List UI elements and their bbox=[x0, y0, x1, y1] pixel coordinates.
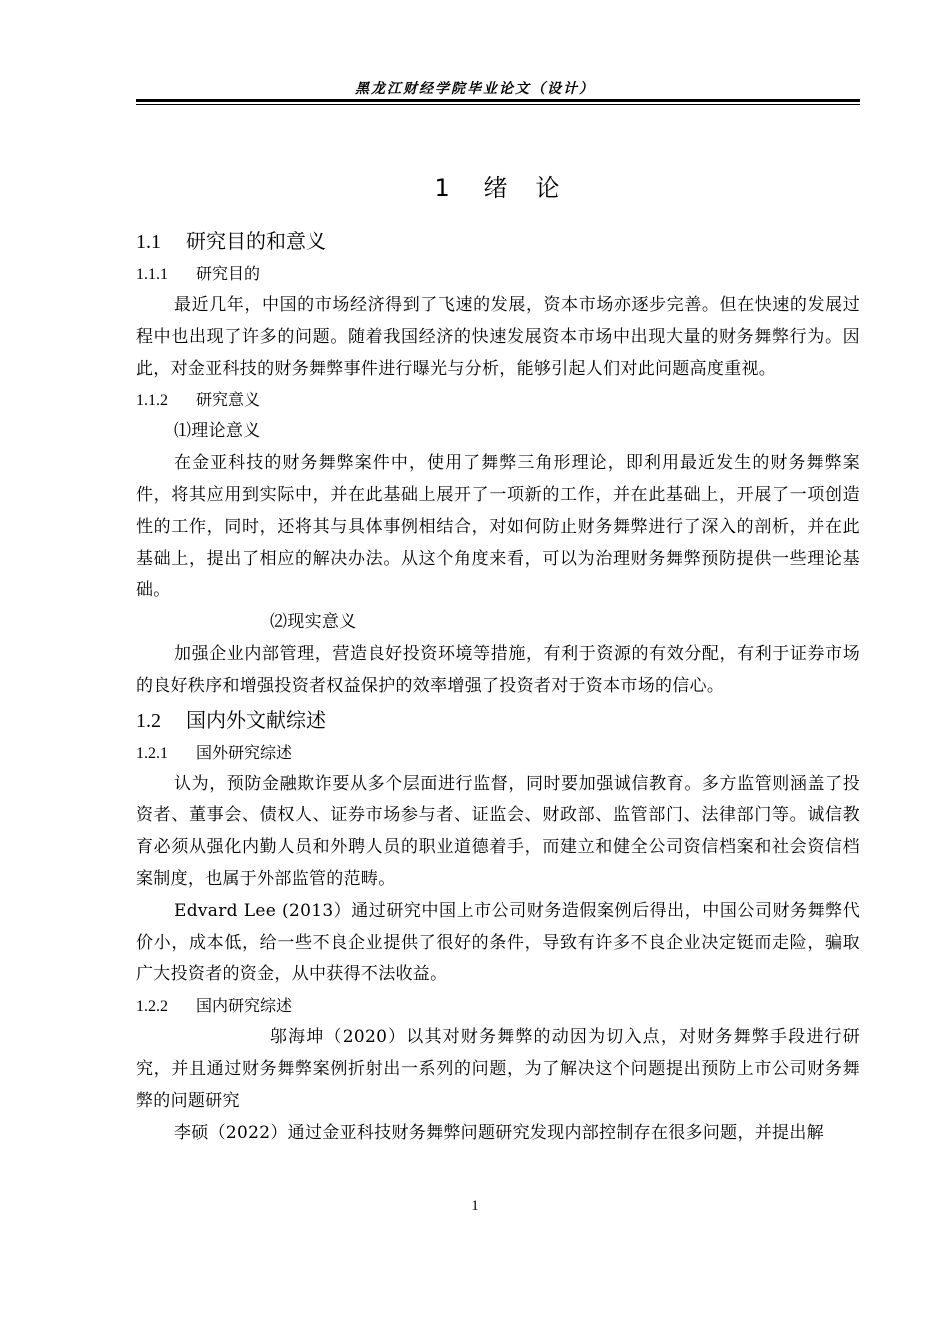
section-heading-1-2-2 bbox=[136, 991, 860, 1022]
page-number: 1 bbox=[471, 1198, 479, 1214]
section-number: 1.2.1 bbox=[136, 744, 168, 762]
running-header: 黑龙江财经学院毕业论文（设计） bbox=[355, 81, 595, 97]
section-heading-1-1-2 bbox=[136, 385, 860, 416]
section-title: 国外研究综述 bbox=[196, 742, 293, 762]
paragraph: 邬海坤（2020）以其对财务舞弊的动因为切入点，对财务舞弊手段进行研究，并且通过财务舞弊案例折射出一系列的问题，为了解决这个问题提出预防上市公司财务舞弊的问题研究 bbox=[136, 1027, 860, 1111]
paragraph: 加强企业内部管理，营造良好投资环境等措施，有利于资源的有效分配，有利于证券市场的良好秩序和增强投资者权益保护的效率增强了投资者对于资本市场的信心。 bbox=[136, 643, 860, 696]
paragraph: Edvard Lee (2013）通过研究中国上市公司财务造假案例后得出，中国公司财务舞弊代价小，成本低，给一些不良企业提供了很好的条件，导致有许多不良企业决定铤而走险，骗取广大投资者的资金，从中获得不法收益。 bbox=[136, 900, 860, 985]
section-title: 研究意义 bbox=[196, 390, 261, 410]
section-number: 1.1.1 bbox=[136, 266, 168, 283]
section-title: 国内外文献综述 bbox=[186, 707, 326, 732]
paragraph: 认为，预防金融欺诈要从多个层面进行监督，同时要加强诚信教育。多方监管则涵盖了投资者、董事会、债权人、证券市场参与者、证监会、财政部、监管部门、法律部门等。诚信教育必须从强化内勤人员和外聘人员的职业道德着手，而建立和健全公司资信档案和社会资信档案制度，也属于外部监管的范畴。 bbox=[136, 773, 860, 889]
section-heading-1-1 bbox=[136, 224, 860, 259]
section-title: 研究目的 bbox=[196, 264, 261, 283]
paragraph: 最近几年，中国的市场经济得到了飞速的发展，资本市场亦逐步完善。但在快速的发展过程中也出现了许多的问题。随着我国经济的快速发展资本市场中出现大量的财务舞弊行为。因此，对金亚科技的财务舞弊事件进行曝光与分析，能够引起人们对此问题高度重视。 bbox=[136, 295, 860, 379]
list-item-practice: ⑵现实意义 bbox=[270, 612, 357, 633]
list-item-theory: ⑴理论意义 bbox=[174, 421, 261, 442]
section-title: 研究目的和意义 bbox=[186, 229, 326, 253]
header-rule-thick bbox=[136, 99, 860, 102]
page-body bbox=[136, 168, 860, 1149]
section-number: 1.2 bbox=[136, 709, 161, 732]
chapter-title: 1 绪 论 bbox=[434, 174, 562, 202]
section-title: 国内研究综述 bbox=[196, 996, 293, 1016]
paragraph: 在金亚科技的财务舞弊案件中，使用了舞弊三角形理论，即利用最近发生的财务舞弊案件，将其应用到实际中，并在此基础上展开了一项新的工作，并在此基础上，开展了一项创造性的工作，同时，还将其与具体事例相结合，对如何防止财务舞弊进行了深入的剖析，并在此基础上，提出了相应的解决办法。从这个角度来看，可以为治理财务舞弊预防提供一些理论基础。 bbox=[136, 453, 860, 601]
section-heading-1-1-1 bbox=[136, 259, 860, 290]
section-number: 1.2.2 bbox=[136, 998, 168, 1016]
section-heading-1-2 bbox=[136, 703, 860, 738]
paragraph: 李硕（2022）通过金亚科技财务舞弊问题研究发现内部控制存在很多问题，并提出解 bbox=[174, 1122, 824, 1143]
section-number: 1.1 bbox=[136, 231, 161, 253]
header-rule-thin bbox=[136, 104, 860, 105]
section-number: 1.1.2 bbox=[136, 392, 168, 410]
section-heading-1-2-1 bbox=[136, 738, 860, 769]
